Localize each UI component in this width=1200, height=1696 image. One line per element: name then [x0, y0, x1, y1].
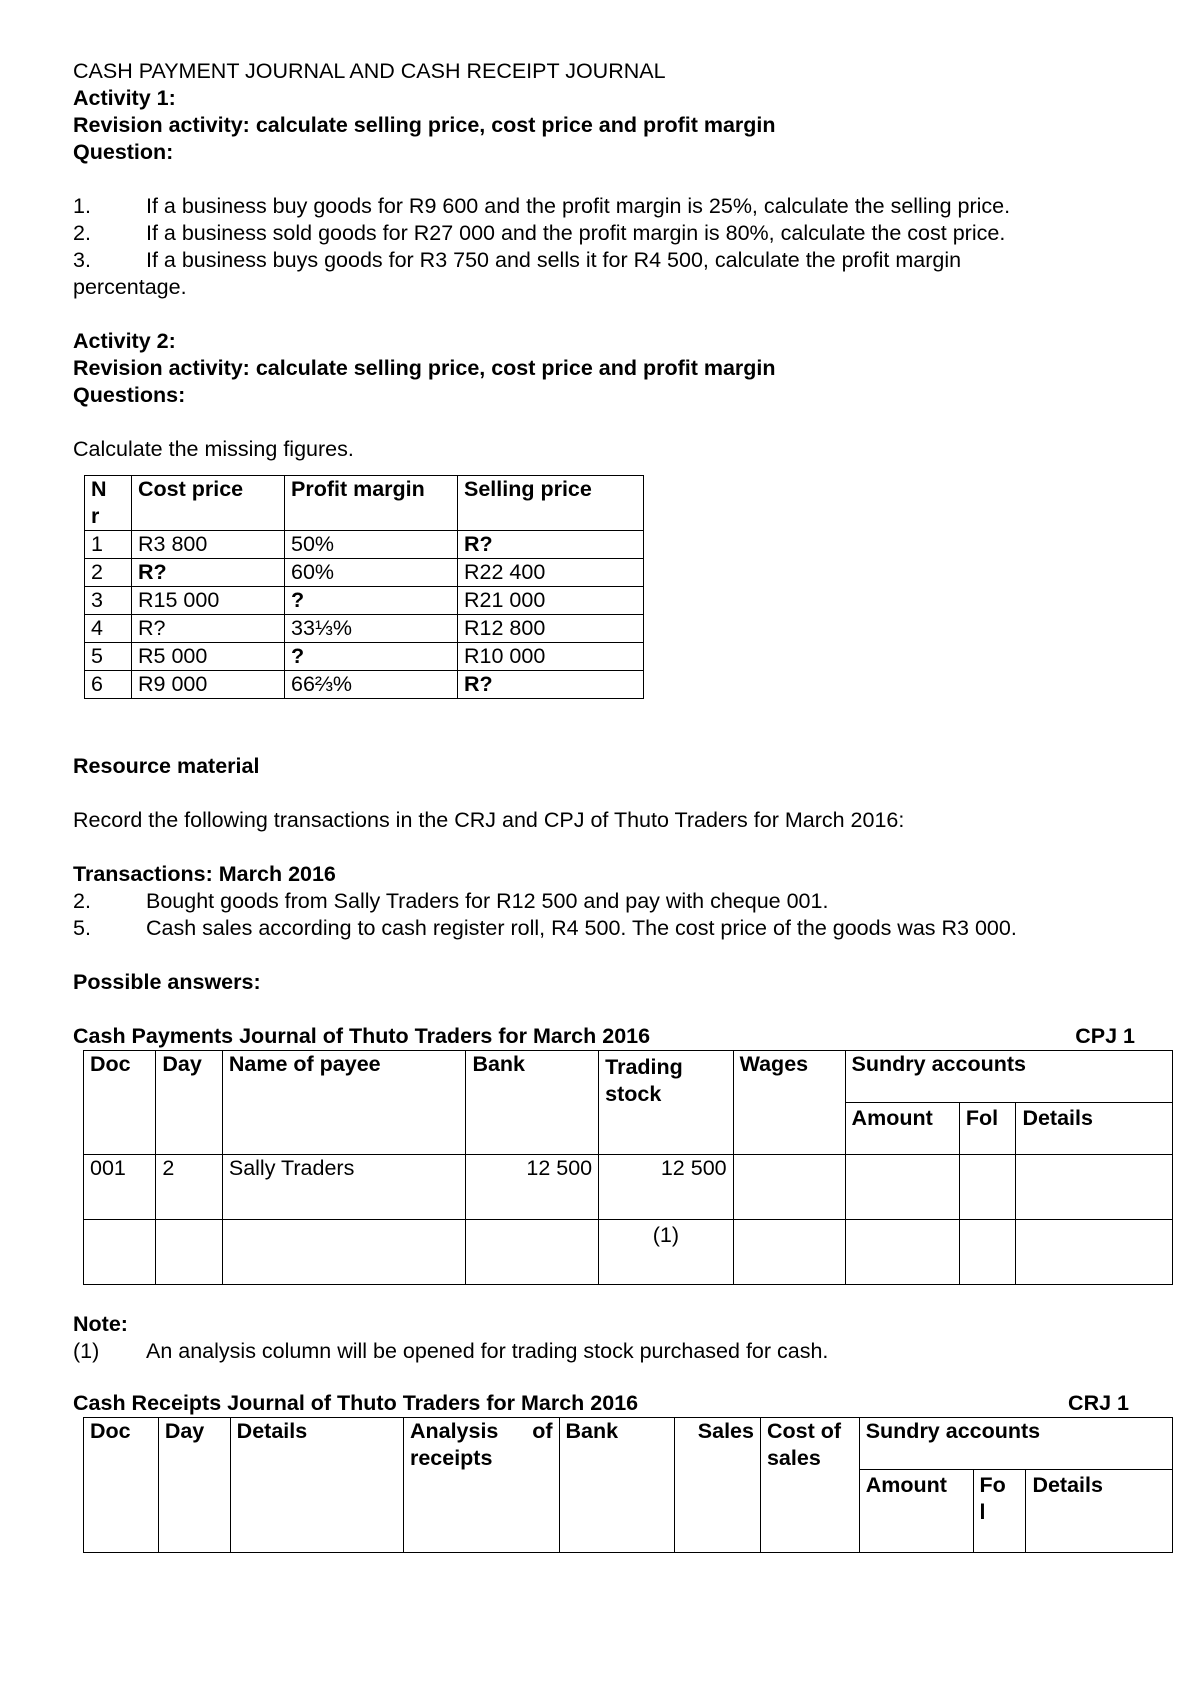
- table-row: 1 R3 800 50% R?: [85, 531, 644, 559]
- resource-heading: Resource material: [73, 754, 260, 778]
- cpj-title-row: [73, 1023, 1135, 1050]
- table-header: Cost price: [132, 476, 285, 531]
- question-item: 3. If a business buys goods for R3 750 and sells it for R4 500, calculate the profit margin: [73, 248, 962, 272]
- question-item: 1. If a business buy goods for R9 600 and the profit margin is 25%, calculate the selling price.: [73, 194, 1011, 218]
- activity1-question-label: Question:: [73, 140, 174, 164]
- cpj-ref: CPJ 1: [1075, 1024, 1135, 1048]
- answers-heading: Possible answers:: [73, 970, 261, 994]
- activity2-heading: Activity 2:: [73, 329, 176, 353]
- table-header: Profit margin: [285, 476, 458, 531]
- table-row: 6 R9 000 66⅔% R?: [85, 671, 644, 699]
- transaction-item: 5. Cash sales according to cash register roll, R4 500. The cost price of the goods was R3 000.: [73, 916, 1017, 940]
- activity2-instruction: Calculate the missing figures.: [73, 437, 354, 461]
- transactions-heading: Transactions: March 2016: [73, 862, 336, 886]
- crj-ref: CRJ 1: [1068, 1391, 1129, 1415]
- document-title: CASH PAYMENT JOURNAL AND CASH RECEIPT JOURNAL: [73, 59, 666, 83]
- cpj-title: Cash Payments Journal of Thuto Traders for March 2016: [73, 1024, 651, 1048]
- crj-title-row: [73, 1390, 1129, 1417]
- note-heading: Note:: [73, 1312, 128, 1336]
- activity1-heading: Activity 1:: [73, 86, 176, 110]
- activity2-subheading: Revision activity: calculate selling price, cost price and profit margin: [73, 356, 776, 380]
- transaction-item: 2. Bought goods from Sally Traders for R12 500 and pay with cheque 001.: [73, 889, 829, 913]
- activity1-subheading: Revision activity: calculate selling price, cost price and profit margin: [73, 113, 776, 137]
- table-row: 5 R5 000 ? R10 000: [85, 643, 644, 671]
- table-header: N r: [85, 476, 132, 531]
- crj-title: Cash Receipts Journal of Thuto Traders for March 2016: [73, 1391, 639, 1415]
- question-text: If a business buys goods for R3 750 and sells it for R4 500, calculate the profit margin: [146, 248, 962, 272]
- table-header: Selling price: [458, 476, 644, 531]
- cash-payments-journal: Doc Day Name of payee Bank Trading stock Wages Sundry accounts Amount Fol Details 001 2 Sally Traders 12 500 12 500 (1): [83, 1050, 1173, 1285]
- cash-receipts-journal: Doc Day Details Analysis of receipts Bank Sales Cost of sales Sundry accounts Amount Fo l Details: [83, 1417, 1173, 1553]
- missing-figures-table: [84, 475, 644, 699]
- table-row: 3 R15 000 ? R21 000: [85, 587, 644, 615]
- table-row: 4 R? 33⅓% R12 800: [85, 615, 644, 643]
- table-row: 2 R? 60% R22 400: [85, 559, 644, 587]
- note-item: (1) An analysis column will be opened for trading stock purchased for cash.: [73, 1339, 829, 1363]
- question-text: If a business sold goods for R27 000 and the profit margin is 80%, calculate the cost price.: [146, 221, 1006, 245]
- document-page: [73, 58, 1173, 1553]
- table-row: (1): [84, 1220, 1173, 1285]
- activity2-question-label: Questions:: [73, 383, 186, 407]
- question-text-continued: percentage.: [73, 275, 187, 299]
- table-row: 001 2 Sally Traders 12 500 12 500: [84, 1155, 1173, 1220]
- question-text: If a business buy goods for R9 600 and the profit margin is 25%, calculate the selling price.: [146, 194, 1011, 218]
- question-item: 2. If a business sold goods for R27 000 and the profit margin is 80%, calculate the cost price.: [73, 221, 1006, 245]
- resource-instruction: Record the following transactions in the CRJ and CPJ of Thuto Traders for March 2016:: [73, 808, 905, 832]
